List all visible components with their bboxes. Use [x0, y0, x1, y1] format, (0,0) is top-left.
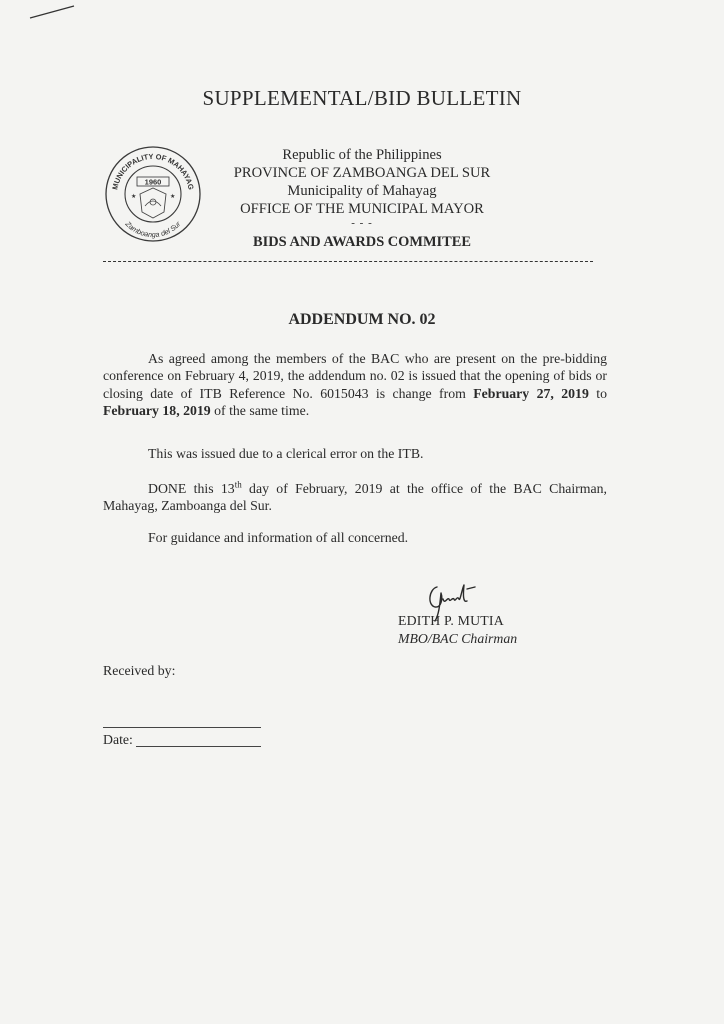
bulletin-title: SUPPLEMENTAL/BID BULLETIN: [202, 86, 522, 110]
letterhead-line-office: OFFICE OF THE MUNICIPAL MAYOR: [240, 201, 484, 217]
svg-text:★: ★: [170, 194, 176, 200]
letterhead-committee: BIDS AND AWARDS COMMITEE: [253, 234, 471, 250]
addendum-title: ADDENDUM NO. 02: [288, 311, 436, 328]
received-by-label: Received by:: [103, 663, 176, 678]
letterhead: [182, 146, 542, 251]
date-from: February 27, 2019: [473, 385, 589, 401]
signatory-title: MBO/BAC Chairman: [398, 631, 518, 646]
paragraph-guidance: For guidance and information of all concerned.: [148, 530, 409, 545]
svg-text:MUNICIPALITY OF MAHAYAG: MUNICIPALITY OF MAHAYAG: [110, 151, 196, 191]
paragraph-done: DONE this 13th day of February, 2019 at the office of the BAC Chairman, Mahayag, Zamboanga del Sur.: [103, 479, 607, 514]
date-label: Date:: [103, 732, 133, 747]
signatory-name: EDITH P. MUTIA: [398, 613, 504, 628]
paragraph-reason: This was issued due to a clerical error on the ITB.: [148, 446, 424, 461]
date-line: [136, 746, 261, 747]
dashed-divider: [103, 261, 593, 262]
receiver-signature-line: [103, 727, 261, 728]
letterhead-line-province: PROVINCE OF ZAMBOANGA DEL SUR: [233, 165, 491, 181]
letterhead-line-municipality: Municipality of Mahayag: [287, 183, 437, 199]
letterhead-line-country: Republic of the Philippines: [282, 147, 442, 163]
pen-mark: [28, 2, 78, 22]
date-to: February 18, 2019: [103, 403, 211, 419]
svg-text:1960: 1960: [144, 177, 162, 187]
svg-text:Zamboanga del Sur: Zamboanga del Sur: [123, 219, 183, 240]
svg-text:★: ★: [131, 194, 137, 200]
paragraph-agreement: As agreed among the members of the BAC who are present on the pre-bidding conference on February 4, 2019, the addendum no. 02 is issued that the opening of bids or closing date of ITB Reference No. 6015043 is change from February 27, 2019 to February 18, 2019 of the same time.: [103, 351, 608, 419]
letterhead-separator: - - -: [351, 217, 373, 229]
